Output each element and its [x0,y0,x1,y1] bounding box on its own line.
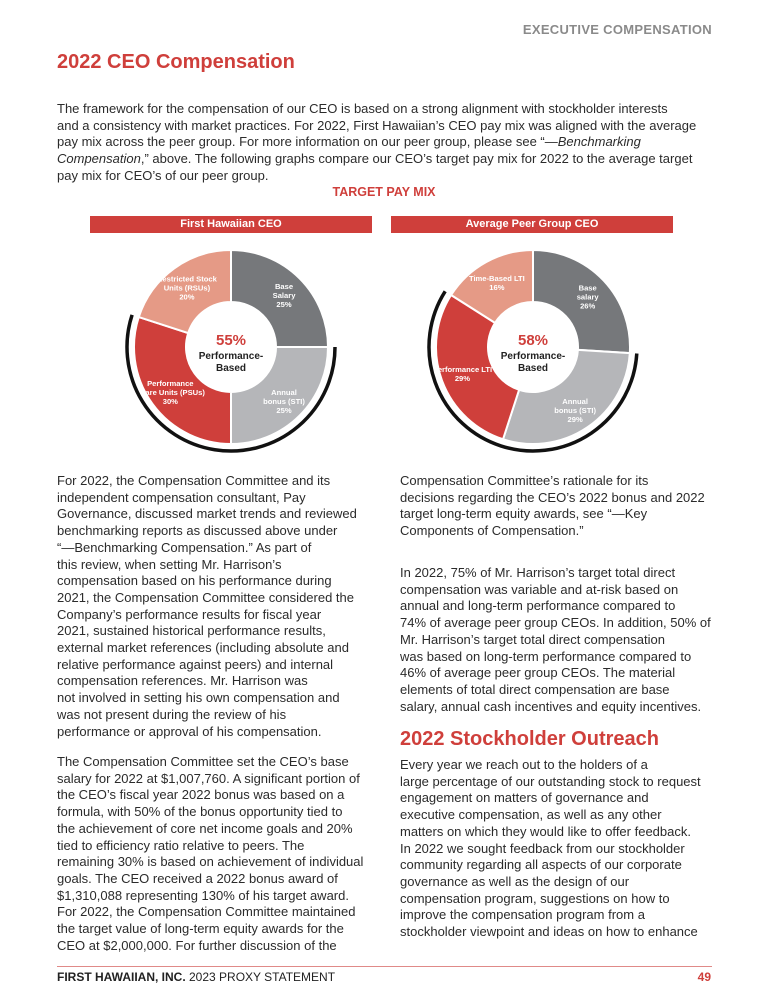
right-paragraph-2 [400,565,711,715]
slice-percent: 16% [489,282,505,292]
left-paragraph-1 [57,473,357,740]
paragraph-line: external market references (including absolute and [57,640,349,656]
paragraph-line: 2021, the Compensation Committee considered the [57,589,355,605]
slice-percent: 29% [567,415,583,425]
paragraph-line: 2021, sustained historical performance results, [57,623,326,639]
intro-line: and a consistency with market practices. For 2022, First Hawaiian’s CEO pay mix was aligned with the average [57,117,697,133]
paragraph-line: CEO at $2,000,000. For further discussion of the [57,937,337,953]
chart-title-first-hawaiian: First Hawaiian CEO [90,216,372,233]
slice-label-line: bonus (STI) [554,406,597,416]
paragraph-line: 46% of average peer group CEOs. The material [400,665,676,681]
paragraph-line: compensation references. Mr. Harrison was [57,673,308,689]
center-label: Performance- [500,351,566,362]
slice-label-line: Time-Based LTI [468,273,525,283]
paragraph-line: Governance, discussed market trends and reviewed [57,506,357,522]
paragraph-line: matters on which they would like to offer feedback. [400,823,691,839]
center-label: Based [517,363,549,374]
paragraph-line: the achievement of core net income goals and 20% [57,820,353,836]
intro-line: pay mix for CEO’s of our peer group. [57,167,269,183]
slice-percent: 20% [179,292,195,302]
paragraph-line: this review, when setting Mr. Harrison’s [57,556,282,572]
paragraph-line: independent compensation consultant, Pay [57,489,306,505]
paragraph-line: Compensation Committee’s rationale for its [400,473,649,488]
slice-label-line: Share Units (PSUs) [135,388,205,398]
slice-percent: 25% [276,406,292,416]
paragraph-line: Components of Compensation.” [400,523,584,539]
paragraph-line: elements of total direct compensation are base [400,681,670,697]
paragraph-line: stockholder viewpoint and ideas on how to enhance [400,924,698,940]
slice-label-line: Annual [562,397,589,407]
paragraph-line: performance or approval of his compensation. [57,723,322,739]
right-paragraph-1 [400,473,705,540]
slice-label-line: bonus (STI) [263,397,305,407]
paragraph-line: was not present during the review of his [57,706,287,722]
slice-label-line: salary [576,292,599,302]
footer-title [57,970,335,985]
intro-text: pay mix across the peer group. For more information on our peer group, please see “ [57,134,545,150]
paragraph-line: compensation based on his performance during [57,573,332,589]
stockholder-outreach-heading: 2022 Stockholder Outreach [400,728,659,750]
benchmarking-reference: —Benchmarking [544,134,641,150]
paragraph-line: For 2022, the Compensation Committee and its [57,473,331,488]
slice-percent: 25% [276,299,292,309]
intro-line: The framework for the compensation of our CEO is based on a strong alignment with stockholder interests [57,101,668,116]
paragraph-line: community regarding all aspects of our corporate [400,857,682,873]
center-label: Based [215,363,247,374]
section-title: 2022 CEO Compensation [57,51,295,73]
slice-label-line: Performance LTI [432,364,493,374]
center-label: Performance- [198,351,264,362]
chart-title-peer-group: Average Peer Group CEO [391,216,673,233]
paragraph-line: salary for 2022 at $1,007,760. A significant portion of [57,770,360,786]
paragraph-line: governance as well as the design of our [400,873,630,889]
intro-line [57,134,696,151]
left-paragraph-2 [57,754,363,954]
paragraph-line: improve the compensation program from a [400,907,645,923]
running-header: EXECUTIVE COMPENSATION [522,22,712,37]
donut-chart-first-hawaiian [81,237,381,462]
paragraph-line: relative performance against peers) and internal [57,656,334,672]
footer-divider [57,966,712,967]
intro-text: ,” above. The following graphs compare our CEO’s target pay mix for 2022 to the average target [140,151,693,167]
benchmarking-reference: Compensation [57,151,141,167]
slice-percent: 30% [162,397,178,407]
right-paragraph-3 [400,757,701,941]
paragraph-line: annual and long-term performance compared to [400,598,676,614]
slice-label-line: Base [274,281,294,291]
footer-company: FIRST HAWAIIAN, INC. [57,970,186,984]
paragraph-line: In 2022 we sought feedback from our stockholder [400,840,685,856]
paragraph-line: engagement on matters of governance and [400,790,649,806]
paragraph-line: target long-term equity awards, see “—Key [400,506,648,522]
paragraph-line: was based on long-term performance compared to [400,648,692,664]
paragraph-line: “—Benchmarking Compensation.” As part of [57,539,312,555]
intro-paragraph [57,101,696,185]
center-percent: 55% [215,332,247,349]
paragraph-line: goals. The CEO received a 2022 bonus award of [57,870,338,886]
slice-label-line: Restricted Stock [156,274,217,284]
paragraph-line: executive compensation, as well as any other [400,807,662,823]
paragraph-line: salary, annual cash incentives and equity incentives. [400,698,702,714]
slice-label-line: Performance [147,379,194,389]
paragraph-line: The Compensation Committee set the CEO’s base [57,754,349,769]
paragraph-line: compensation program, suggestions on how to [400,890,670,906]
paragraph-line: 74% of average peer group CEOs. In addition, 50% of [400,615,711,631]
paragraph-line: not involved in setting his own compensation and [57,690,340,706]
paragraph-line: compensation was variable and at-risk based on [400,581,679,597]
slice-percent: 29% [454,373,471,383]
paragraph-line: decisions regarding the CEO’s 2022 bonus and 2022 [400,489,705,505]
slice-label-line: Base [578,283,597,293]
paragraph-line: Every year we reach out to the holders of a [400,757,648,772]
paragraph-line: large percentage of our outstanding stock to request [400,773,701,789]
paragraph-line: the CEO’s fiscal year 2022 bonus was based on a [57,787,345,803]
donut-chart-peer-group [383,237,683,462]
paragraph-line: Company’s performance results for fiscal year [57,606,322,622]
slice-label-line: Salary [272,290,296,300]
page-number: 49 [697,970,711,984]
center-percent: 58% [517,332,549,349]
intro-line [57,151,696,168]
paragraph-line: benchmarking reports as discussed above under [57,523,338,539]
paragraph-line: Mr. Harrison’s target total direct compensation [400,631,665,647]
slice-percent: 26% [580,301,596,311]
paragraph-line: remaining 30% is based on achievement of individual [57,854,364,870]
footer-document: 2023 PROXY STATEMENT [185,970,336,984]
paragraph-line: For 2022, the Compensation Committee maintained [57,904,356,920]
slice-label-line: Annual [271,388,297,398]
paragraph-line: tied to efficiency ratio relative to peers. The [57,837,305,853]
slice-label-line: Units (RSUs) [163,283,211,293]
paragraph-line: formula, with 50% of the bonus opportunity tied to [57,804,343,820]
paragraph-line: $1,310,088 representing 130% of his target award. [57,887,349,903]
target-pay-mix-heading: TARGET PAY MIX [332,185,436,199]
paragraph-line: the target value of long-term equity awards for the [57,921,344,937]
paragraph-line: In 2022, 75% of Mr. Harrison’s target total direct [400,565,676,580]
